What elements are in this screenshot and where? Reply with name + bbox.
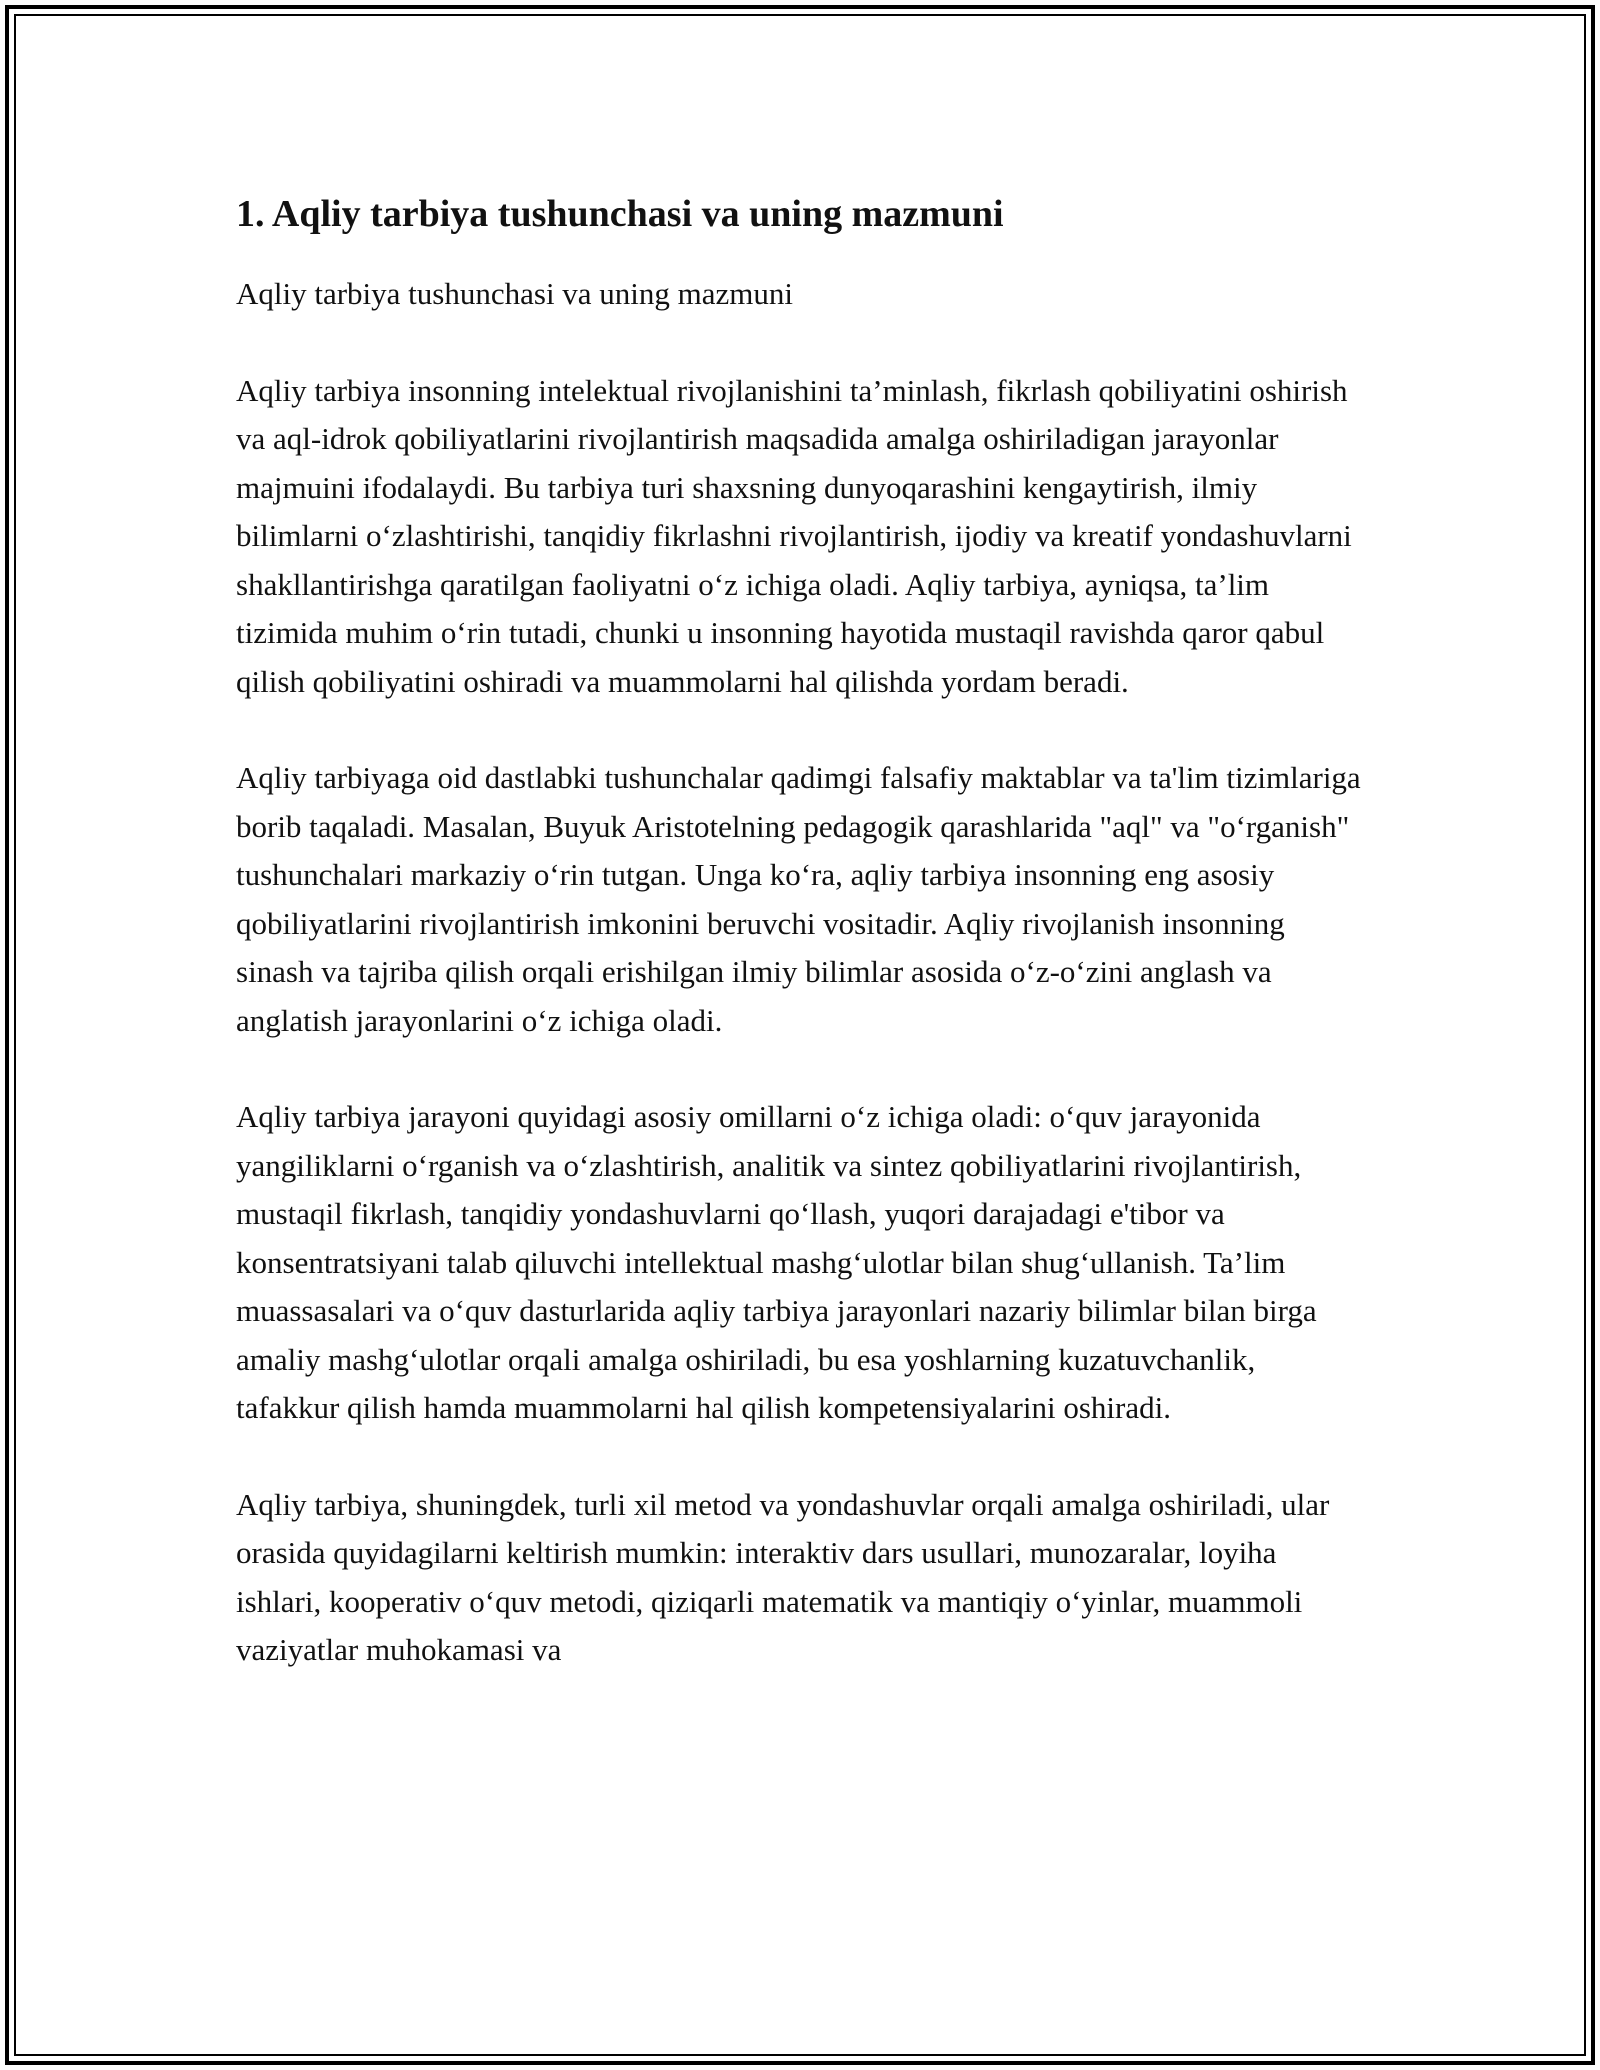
section-heading: 1. Aqliy tarbiya tushunchasi va uning mazmuni: [236, 193, 1004, 235]
paragraph-1: Aqliy tarbiya insonning intelektual rivojlanishini ta’minlash, fikrlash qobiliyatini oshirish va aql-idrok qobiliyatlarini rivojlantirish maqsadida amalga oshiriladigan jarayonlar majmuini ifodalaydi. Bu tarbiya turi shaxsning dunyoqarashini kengaytirish, ilmiy bilimlarni o‘zlashtirishi, tanqidiy fikrlashni rivojlantirish, ijodiy va kreatif yondashuvlarni shakllantirishga qaratilgan faoliyatni o‘z ichiga oladi. Aqliy tarbiya, ayniqsa, ta’lim tizimida muhim o‘rin tutadi, chunki u insonning hayotida mustaqil ravishda qaror qabul qilish qobiliyatini oshiradi va muammolarni hal qilishda yordam beradi.: [236, 372, 1352, 699]
paragraph-3: Aqliy tarbiya jarayoni quyidagi asosiy omillarni o‘z ichiga oladi: o‘quv jarayonida yangiliklarni o‘rganish va o‘zlashtirish, analitik va sintez qobiliyatlarini rivojlantirish, mustaqil fikrlash, tanqidiy yondashuvlarni qo‘llash, yuqori darajadagi e'tibor va konsentratsiyani talab qiluvchi intellektual mashg‘ulotlar bilan shug‘ullanish. Ta’lim muassasalari va o‘quv dasturlarida aqliy tarbiya jarayonlari nazariy bilimlar bilan birga amaliy mashg‘ulotlar orqali amalga oshiriladi, bu esa yoshlarning kuzatuvchanlik, tafakkur qilish hamda muammolarni hal qilish kompetensiyalarini oshiradi.: [236, 1099, 1317, 1425]
document-body: [236, 188, 1366, 1723]
section-subtitle: Aqliy tarbiya tushunchasi va uning mazmuni: [236, 276, 794, 311]
paragraph-4: Aqliy tarbiya, shuningdek, turli xil metod va yondashuvlar orqali amalga oshiriladi, ular orasida quyidagilarni keltirish mumkin: interaktiv dars usullari, munozaralar, loyiha ishlari, kooperativ o‘quv metodi, qiziqarli matematik va mantiqiy o‘yinlar, muammoli vaziyatlar muhokamasi va: [236, 1486, 1330, 1667]
paragraph-2: Aqliy tarbiyaga oid dastlabki tushunchalar qadimgi falsafiy maktablar va ta'lim tizimlariga borib taqaladi. Masalan, Buyuk Aristotelning pedagogik qarashlarida "aql" va "o‘rganish" tushunchalari markaziy o‘rin tutgan. Unga ko‘ra, aqliy tarbiya insonning eng asosiy qobiliyatlarini rivojlantirish imkonini beruvchi vositadir. Aqliy rivojlanish insonning sinash va tajriba qilish orqali erishilgan ilmiy bilimlar asosida o‘z-o‘zini anglash va anglatish jarayonlarini o‘z ichiga oladi.: [236, 760, 1361, 1038]
